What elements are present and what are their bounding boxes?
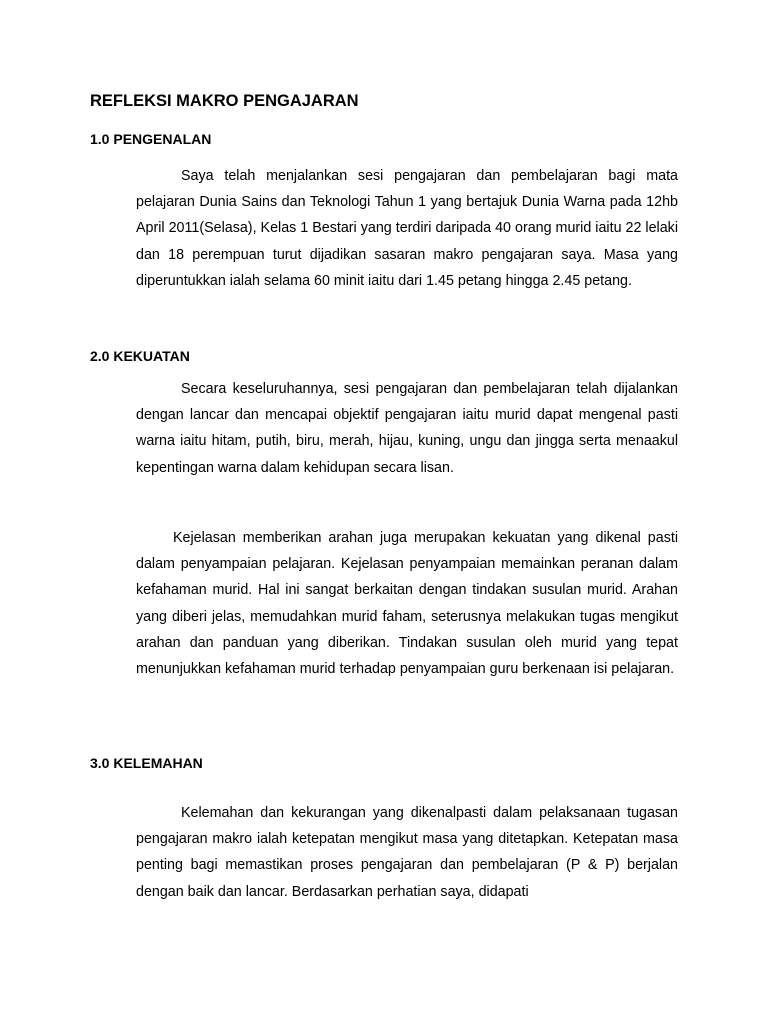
section-heading-kelemahan: 3.0 KELEMAHAN	[90, 755, 203, 771]
paragraph-kelemahan: Kelemahan dan kekurangan yang dikenalpasti dalam pelaksanaan tugasan pengajaran makro ialah ketepatan mengikut masa yang ditetapkan. Ketepatan masa penting bagi memastikan proses pengajaran dan pembelajaran (P & P) berjalan dengan baik dan lancar. Berdasarkan perhatian saya, didapati	[136, 805, 678, 900]
paragraph-pengenalan: Saya telah menjalankan sesi pengajaran dan pembelajaran bagi mata pelajaran Dunia Sains dan Teknologi Tahun 1 yang bertajuk Dunia Warna pada 12hb April 2011(Selasa), Kelas 1 Bestari yang terdiri daripada 40 orang murid iaitu 22 lelaki dan 18 perempuan turut dijadikan sasaran makro pengajaran saya. Masa yang diperuntukkan ialah selama 60 minit iaitu dari 1.45 petang hingga 2.45 petang.	[136, 168, 678, 289]
section-heading-pengenalan: 1.0 PENGENALAN	[90, 131, 212, 147]
document-title: REFLEKSI MAKRO PENGAJARAN	[90, 92, 359, 110]
paragraph-kekuatan-2: Kejelasan memberikan arahan juga merupakan kekuatan yang dikenal pasti dalam penyampaian pelajaran. Kejelasan penyampaian memainkan peranan dalam kefahaman murid. Hal ini sangat berkaitan dengan tindakan susulan murid. Arahan yang diberi jelas, memudahkan murid faham, seterusnya melakukan tugas mengikut arahan dan panduan yang diberikan. Tindakan susulan oleh murid yang tepat menunjukkan kefahaman murid terhadap penyampaian guru berkenaan isi pelajaran.	[136, 530, 678, 678]
paragraph-kekuatan-1: Secara keseluruhannya, sesi pengajaran dan pembelajaran telah dijalankan dengan lancar dan mencapai objektif pengajaran iaitu murid dapat mengenal pasti warna iaitu hitam, putih, biru, merah, hijau, kuning, ungu dan jingga serta menaakul kepentingan warna dalam kehidupan secara lisan.	[136, 381, 678, 476]
section-heading-kekuatan: 2.0 KEKUATAN	[90, 348, 190, 364]
